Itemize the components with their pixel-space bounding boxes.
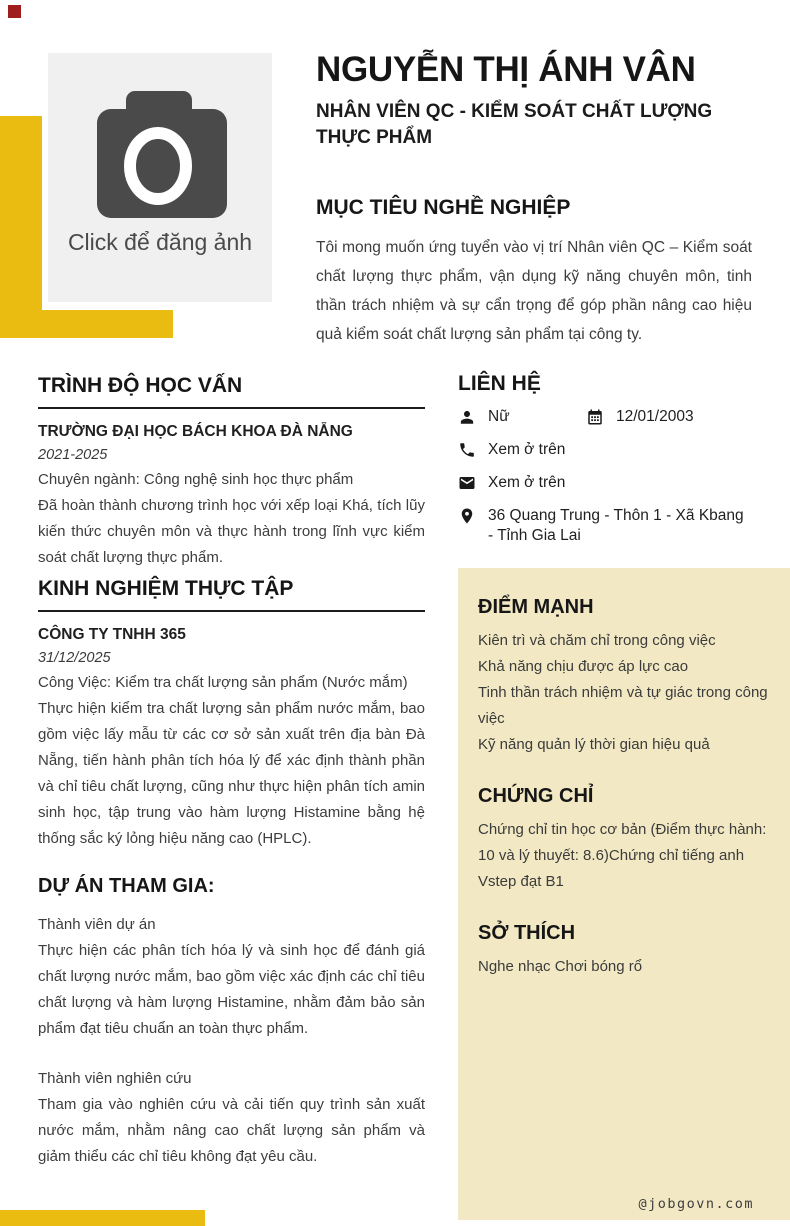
education-major: Chuyên ngành: Công nghệ sinh học thực phẩm	[38, 471, 354, 488]
yellow-bottom-strip	[0, 1210, 205, 1226]
projects-heading: DỰ ÁN THAM GIA:	[38, 875, 215, 897]
side-panel	[458, 568, 790, 1220]
section-experience	[38, 577, 425, 852]
contact-row-gender-dob	[458, 407, 790, 427]
objective-text: Tôi mong muốn ứng tuyển vào vị trí Nhân viên QC – Kiểm soát chất lượng thực phẩm, vận dụng kỹ năng chuyên môn, tinh thần trách nhiệm và sự cẩn trọng để góp phần nâng cao hiệu quả kiểm soát chất lượng sản phẩm tại công ty.	[316, 239, 752, 343]
yellow-horizontal-bar	[0, 310, 173, 338]
experience-heading: KINH NGHIỆM THỰC TẬP	[38, 577, 425, 612]
certificates-text: Chứng chỉ tin học cơ bản (Điểm thực hành: 10 và lý thuyết: 8.6)Chứng chỉ tiếng anh Vstep đạt B1	[478, 821, 767, 890]
education-period: 2021-2025	[38, 447, 108, 463]
yellow-left-bar	[0, 116, 42, 338]
address-value: 36 Quang Trung - Thôn 1 - Xã Kbang - Tỉnh Gia Lai	[488, 507, 744, 544]
hobbies-text: Nghe nhạc Chơi bóng rổ	[478, 958, 643, 975]
contact-heading: LIÊN HỆ	[458, 372, 541, 395]
photo-caption[interactable]: Click để đăng ảnh	[67, 229, 253, 255]
location-pin-icon	[458, 507, 476, 525]
candidate-name: NGUYỄN THỊ ÁNH VÂN	[316, 50, 696, 89]
contact-row-email	[458, 473, 790, 493]
watermark: @jobgovn.com	[638, 1196, 754, 1212]
dob-value: 12/01/2003	[616, 408, 694, 425]
certificates-heading: CHỨNG CHỈ	[478, 785, 594, 807]
strength-item: Kỹ năng quản lý thời gian hiệu quả	[478, 736, 710, 753]
education-school: TRƯỜNG ĐẠI HỌC BÁCH KHOA ĐÀ NẴNG	[38, 423, 353, 440]
section-projects	[38, 874, 425, 1170]
header	[316, 50, 756, 151]
camera-icon	[48, 53, 272, 228]
experience-company: CÔNG TY TNHH 365	[38, 626, 186, 643]
person-icon	[458, 408, 476, 426]
email-icon	[458, 474, 476, 492]
education-description: Đã hoàn thành chương trình học với xếp loại Khá, tích lũy kiến thức chuyên môn và thực hành trong lĩnh vực kiểm soát chất lượng thực phẩm.	[38, 497, 425, 566]
hobbies-heading: SỞ THÍCH	[478, 922, 576, 944]
phone-icon	[458, 441, 476, 459]
experience-date: 31/12/2025	[38, 650, 111, 666]
project-description: Tham gia vào nghiên cứu và cải tiến quy trình sản xuất nước mắm, nhằm nâng cao chất lượng sản phẩm và giảm thiểu các chỉ tiêu không đạt yêu cầu.	[38, 1096, 425, 1165]
section-contact	[458, 372, 790, 559]
photo-upload-box[interactable]	[48, 53, 272, 302]
strength-item: Khả năng chịu được áp lực cao	[478, 658, 689, 675]
contact-row-address	[458, 506, 790, 546]
section-education	[38, 374, 425, 571]
contact-row-phone	[458, 440, 790, 460]
strengths-heading: ĐIỂM MẠNH	[478, 596, 594, 618]
strength-item: Tinh thần trách nhiệm và tự giác trong công việc	[478, 684, 768, 727]
experience-role: Công Việc: Kiểm tra chất lượng sản phẩm (Nước mắm)	[38, 674, 408, 691]
project-description: Thực hiện các phân tích hóa lý và sinh học để đánh giá chất lượng nước mắm, bao gồm việc xác định các chỉ tiêu chất lượng và hàm lượng Histamine, nhằm đảm bảo sản phẩm đạt tiêu chuẩn an toàn thực phẩm.	[38, 942, 425, 1037]
gender-value: Nữ	[488, 408, 510, 425]
education-heading: TRÌNH ĐỘ HỌC VẤN	[38, 374, 425, 409]
project-role: Thành viên nghiên cứu	[38, 1070, 192, 1087]
section-objective	[316, 196, 752, 349]
phone-value: Xem ở trên	[488, 441, 566, 458]
objective-heading: MỤC TIÊU NGHỀ NGHIỆP	[316, 196, 571, 219]
red-corner-accent	[8, 5, 21, 18]
email-value: Xem ở trên	[488, 474, 566, 491]
strength-item: Kiên trì và chăm chỉ trong công việc	[478, 632, 716, 649]
project-role: Thành viên dự án	[38, 916, 156, 933]
calendar-icon	[586, 408, 604, 426]
experience-description: Thực hiện kiểm tra chất lượng sản phẩm nước mắm, bao gồm việc lấy mẫu từ các cơ sở sản xuất trên địa bàn Đà Nẵng, tiến hành phân tích hóa lý để xác định thành phần và chỉ tiêu chất lượng, cũng như thực hiện phân tích amin sinh học, tập trung vào hàm lượng Histamine bằng hệ thống sắc ký lỏng hiệu năng cao (HPLC).	[38, 700, 425, 847]
job-title: NHÂN VIÊN QC - KIỂM SOÁT CHẤT LƯỢNG THỰC PHẨM	[316, 101, 713, 148]
